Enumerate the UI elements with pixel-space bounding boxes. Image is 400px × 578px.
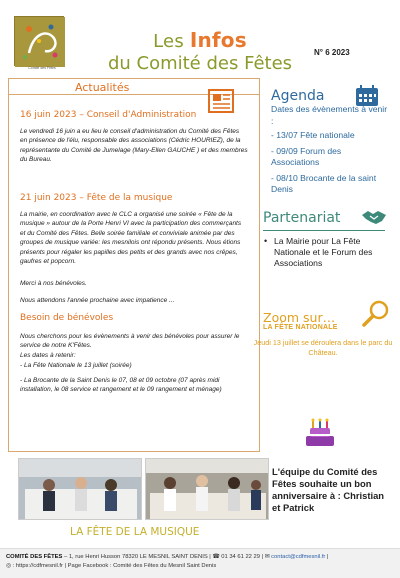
globe-icon: ◎ :: [6, 563, 16, 569]
team-birthday-text: L'équipe du Comité des Fêtes souhaite un bon anniversaire à : Christian et Patrick: [272, 466, 385, 513]
section-heading-benevoles: Besoin de bénévoles: [20, 313, 114, 323]
footer-website[interactable]: https://cdfmesnil.fr: [15, 563, 63, 569]
section-heading-musique: 21 juin 2023 – Fête de la musique: [20, 193, 173, 203]
news-title: Actualités: [75, 81, 130, 94]
footer-row2: ◎ : https://cdfmesnil.fr | Page Facebook : Comité des Fêtes du Mesnil Saint Denis: [6, 563, 217, 569]
agenda-item: - 13/07 Fête nationale: [271, 130, 355, 140]
section-text-date-fete: - La Fête Nationale le 13 juillet (soirée): [20, 362, 132, 369]
section-text-ca: Le vendredi 16 juin a eu lieu le conseil d'administration du Comité des Fêtes en présence de l'élu, responsable des associations (Cédric HOURIEZ), de la représentante du Comité de Jumelage (Mary-Ellen GAUCHE ) et des membres du Bureau.: [20, 128, 248, 164]
section-text-attente: Nous attendons l'année prochaine avec impatience ...: [20, 297, 175, 304]
partenariat-title: Partenariat: [263, 210, 341, 226]
music-caption: LA FÊTE DE LA MUSIQUE: [70, 526, 200, 538]
partenariat-bullet: •: [264, 236, 268, 246]
agenda-subtitle: Dates des évènements à venir :: [271, 104, 388, 126]
section-heading-ca: 16 juin 2023 – Conseil d'Administration: [20, 110, 197, 120]
partenariat-rule: [263, 230, 385, 231]
handshake-icon: [360, 207, 388, 227]
logo-caption: Comité des Fêtes: [28, 66, 56, 70]
section-text-merci: Merci à nos bénévoles.: [20, 280, 87, 287]
footer-facebook[interactable]: Page Facebook : Comité des Fêtes du Mesnil Saint Denis: [67, 563, 217, 569]
partenariat-text: La Mairie pour La Fête Nationale et le Forum des Associations: [274, 236, 373, 268]
magnifier-icon: [360, 299, 392, 329]
section-text-date-brocante: - La Brocante de la Saint Denis le 07, 08 et 09 octobre (07 après midi installation, le 08 service et rangement et le 09 rangement et ménage): [20, 377, 222, 394]
footer-row1: COMITÉ DES FÊTES – 1, rue Henri Husson 78320 LE MESNIL SAINT DENIS | ☎ 01 34 61 22 29 | ✉ contact@cdfmesnil.fr |: [6, 554, 329, 560]
footer-email[interactable]: contact@cdfmesnil.fr: [271, 554, 326, 560]
agenda-item: - 09/09 Forum des Associations: [271, 145, 342, 167]
photo-stand-left: [18, 458, 142, 520]
footer-phone: 01 34 61 22 29: [221, 554, 260, 560]
section-text-benevoles: Nous cherchons pour les évènements à venir des bénévoles pour assurer le service de notre K'Fêtes.: [20, 333, 240, 350]
issue-number: N° 6 2023: [314, 48, 350, 57]
zoom-title: Zoom sur…: [263, 310, 336, 325]
section-text-musique: La mairie, en coordination avec le CLC a organisé une soirée « Fête de la musique » autour de la Porte Henri VI avec la participation des commerçants et du Comité des Fêtes. Belle soirée familiale et conviviale animée par des groupes de musique variée: les mesnilois ont répondu présents. Nous étions présents pour régaler les papilles des petits et des grands avec nos crêpes, gaufres et popcorn.: [20, 211, 242, 266]
masthead-line2: du Comité des Fêtes: [107, 53, 293, 74]
agenda-title: Agenda: [271, 88, 325, 104]
zoom-text: Jeudi 13 juillet se déroulera dans le parc du Château.: [253, 338, 393, 357]
photo-stand-right: [145, 458, 269, 520]
agenda-item: - 08/10 Brocante de la saint Denis: [271, 172, 377, 194]
phone-icon: ☎: [212, 554, 222, 560]
footer-org: COMITÉ DES FÊTES: [6, 554, 63, 560]
birthday-cake-icon: [300, 416, 340, 448]
footer-address: – 1, rue Henri Husson 78320 LE MESNIL SAINT DENIS |: [62, 554, 213, 560]
masthead-accent: Infos: [189, 28, 247, 52]
footer: [0, 548, 400, 578]
section-text-dates: Les dates à retenir:: [20, 352, 76, 359]
agenda-list: [271, 130, 391, 200]
masthead-prefix: Les: [153, 31, 190, 52]
mail-icon: ✉: [264, 554, 272, 560]
zoom-badge: LA FÊTE NATIONALE: [263, 324, 338, 331]
newspaper-icon: [206, 88, 236, 114]
